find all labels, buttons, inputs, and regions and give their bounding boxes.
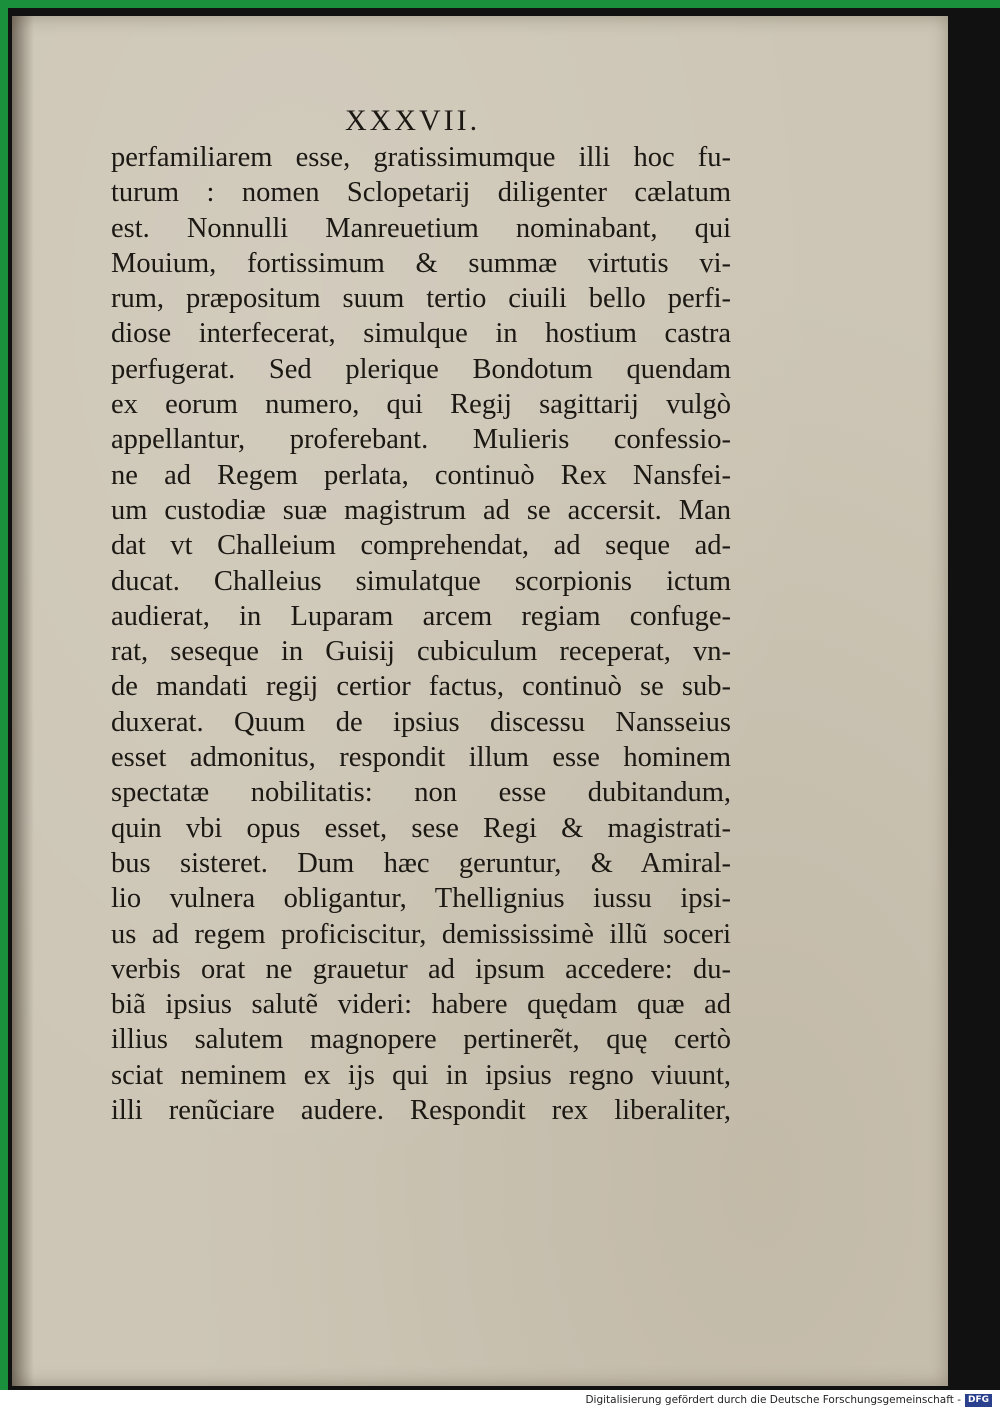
text-line: est. Nonnulli Manreuetium nominabant, qui: [111, 212, 731, 244]
page-text: [111, 140, 731, 1128]
text-line: audierat, in Luparam arcem regiam confuge-: [111, 600, 731, 632]
text-line: biã ipsius salutẽ videri: habere quędam quæ ad: [111, 989, 731, 1021]
text-line: diose interfecerat, simulque in hostium castra: [111, 318, 731, 350]
text-line: ducat. Challeius simulatque scorpionis ictum: [111, 565, 731, 597]
text-line: perfugerat. Sed plerique Bondotum quendam: [111, 353, 731, 385]
text-line: esset admonitus, respondit illum esse hominem: [111, 742, 731, 774]
text-line: um custodiæ suæ magistrum ad se accersit. Man: [111, 494, 731, 526]
footer-credit: [585, 1391, 992, 1409]
text-line: spectatæ nobilitatis: non esse dubitandum,: [111, 777, 731, 809]
text-line: rum, præpositum suum tertio ciuili bello perfi-: [111, 283, 731, 315]
text-line: rat, seseque in Guisij cubiculum receperat, vn-: [111, 636, 731, 668]
text-line: us ad regem proficiscitur, demississimè illũ soceri: [111, 918, 731, 950]
text-line: turum : nomen Sclopetarij diligenter cælatum: [111, 177, 731, 209]
text-line: lio vulnera obligantur, Thellignius iussu ipsi-: [111, 883, 731, 915]
text-line: ne ad Regem perlata, continuò Rex Nansfei-: [111, 459, 731, 491]
text-line: illius salutem magnopere pertinerẽt, quę certò: [111, 1024, 731, 1056]
page-spine-shadow: [12, 16, 34, 1386]
text-line: bus sisteret. Dum hæc geruntur, & Amiral-: [111, 847, 731, 879]
text-line: de mandati regij certior factus, continuò se sub-: [111, 671, 731, 703]
text-line: illi renũciare audere. Respondit rex liberaliter,: [111, 1095, 731, 1127]
page-folio: XXXVII.: [345, 104, 481, 137]
text-line: sciat neminem ex ijs qui in ipsius regno viuunt,: [111, 1059, 731, 1091]
text-line: appellantur, proferebant. Mulieris confessio-: [111, 424, 731, 456]
dfg-logo: DFG: [965, 1394, 992, 1407]
text-line: quin vbi opus esset, sese Regi & magistrati-: [111, 812, 731, 844]
text-line: Mouium, fortissimum & summæ virtutis vi-: [111, 247, 731, 279]
text-line: perfamiliarem esse, gratissimumque illi hoc fu-: [111, 142, 731, 173]
text-line: dat vt Challeium comprehendat, ad seque ad-: [111, 530, 731, 562]
footer-credit-text: Digitalisierung gefördert durch die Deutsche Forschungsgemeinschaft -: [585, 1394, 961, 1406]
text-line: verbis orat ne grauetur ad ipsum accedere: du-: [111, 953, 731, 985]
text-line: duxerat. Quum de ipsius discessu Nansseius: [111, 706, 731, 738]
text-line: ex eorum numero, qui Regij sagittarij vulgò: [111, 389, 731, 421]
